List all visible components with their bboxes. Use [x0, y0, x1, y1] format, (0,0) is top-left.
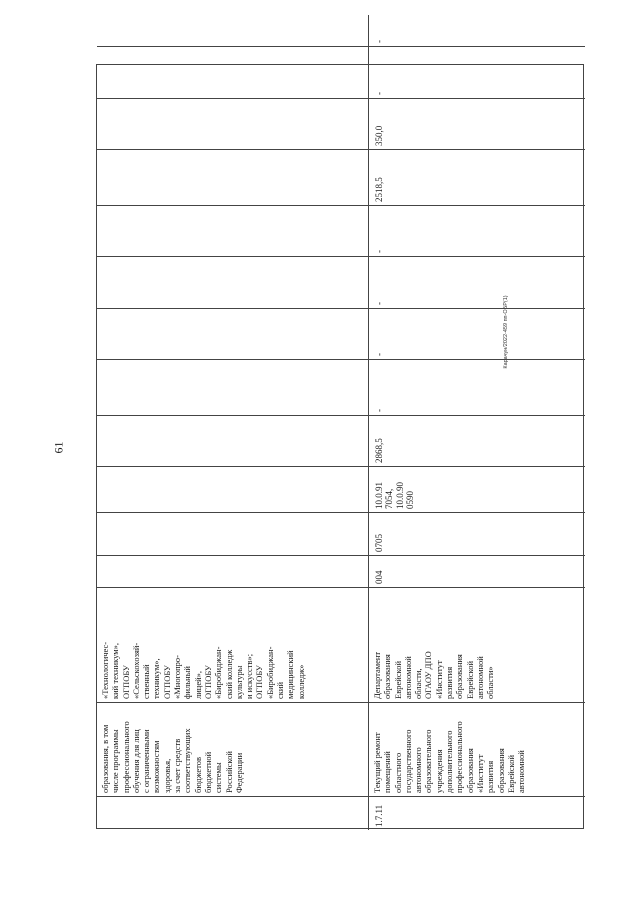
cell-text-line: Текущий ремонт: [372, 732, 382, 793]
row1-value-3: [97, 308, 369, 359]
cell-text-line: с ограниченными: [141, 729, 152, 793]
cell-text-line: «Институт: [433, 660, 444, 699]
cell-text-line: медицинский: [285, 650, 296, 699]
row2-rzpr: 0705: [369, 512, 585, 555]
row1-rzpr: [97, 512, 369, 555]
cell-text-line: образования: [464, 748, 475, 793]
row2-value-6: 2518,5: [369, 149, 585, 205]
row2-name: [369, 702, 585, 796]
cell-text-line: дополнительного: [444, 730, 455, 793]
cell-text-line: фильный: [182, 666, 193, 699]
cell-text-line: лицей»,: [192, 670, 203, 699]
cell-text-line: 7054,: [384, 488, 395, 509]
cell-text-line: Российской: [223, 751, 234, 793]
row2-value-3: -: [369, 308, 585, 359]
cell-text-line: Еврейской: [392, 660, 403, 699]
cell-text-line: образовательного: [423, 729, 434, 793]
cell-text-line: числе программы: [110, 729, 121, 793]
row1-name: [97, 702, 369, 796]
cell-text-line: ОГПОБУ: [120, 665, 131, 699]
cell-text-line: ОГПОБУ: [161, 665, 172, 699]
row2-code: 1.7.11: [369, 796, 585, 830]
cell-text-line: «Многопро-: [172, 654, 183, 699]
row1-value-7: [97, 98, 369, 149]
cell-text-line: здоровья,: [161, 758, 172, 793]
cell-text-line: «Биробиджан-: [213, 646, 224, 699]
cell-text-line: учреждения: [433, 749, 444, 793]
row1-executor: [97, 587, 369, 702]
cell-text-line: за счет средств: [172, 738, 183, 793]
row1-code: [97, 796, 369, 830]
row1-value-2: [97, 359, 369, 415]
row1-value-4: [97, 256, 369, 308]
row2-value-8: -: [369, 46, 585, 98]
cell-text-line: колледж»: [295, 664, 306, 699]
cell-text-line: возможностям: [151, 740, 162, 793]
cell-text-line: 10.0.90: [394, 482, 405, 509]
budget-table: [96, 40, 584, 829]
cell-text-line: системы: [213, 762, 224, 793]
cell-text-line: Федерации: [233, 752, 244, 793]
cell-text-line: техникум»,: [151, 658, 162, 699]
row2-value-4: -: [369, 256, 585, 308]
cell-text-line: профессионального: [454, 721, 465, 793]
cell-text-line: 10.0.91: [374, 482, 384, 509]
cell-text-line: «Институт: [474, 754, 485, 793]
page-number: 61: [51, 441, 66, 454]
cell-text-line: 0590: [404, 491, 415, 509]
cell-text-line: образования: [495, 748, 506, 793]
cell-text-line: ственный: [141, 664, 152, 699]
cell-text-line: области,: [413, 668, 424, 699]
cell-text-line: культуры: [233, 665, 244, 699]
cell-text-line: областного: [392, 752, 403, 793]
row1-csr: [97, 466, 369, 512]
cell-text-line: ский: [275, 682, 286, 699]
cell-text-line: Еврейской: [464, 660, 475, 699]
cell-text-line: развития: [485, 760, 496, 793]
side-stamp: Карачун/2022-459 пп-ОБР(1): [503, 295, 509, 369]
row2-value-2: -: [369, 359, 585, 415]
cell-text-line: «Сельскохозяй-: [130, 642, 141, 699]
cell-text-line: помещений: [382, 751, 393, 793]
row2-value-5: -: [369, 205, 585, 256]
row2-executor: [369, 587, 585, 702]
cell-text-line: автономной: [474, 656, 485, 699]
cell-text-line: развития: [444, 666, 455, 699]
row1-value-6: [97, 149, 369, 205]
cell-text-line: государственного: [402, 729, 413, 793]
row2-grbs: 004: [369, 555, 585, 587]
cell-text-line: ОГПОБУ: [254, 665, 265, 699]
cell-text-line: ский колледж: [223, 649, 234, 699]
row2-value-9: -: [374, 40, 384, 43]
cell-text-line: и искусств»;: [244, 653, 255, 699]
budget-table-grid: [97, 40, 585, 830]
row1-value-1: [97, 415, 369, 466]
cell-text-line: автономного: [413, 747, 424, 793]
row2-value-1: 2868,5: [369, 415, 585, 466]
row2-csr: [369, 466, 585, 512]
cell-text-line: Еврейской: [505, 754, 516, 793]
cell-text-line: соответствующих: [182, 728, 193, 793]
cell-text-line: автономной: [402, 656, 413, 699]
cell-text-line: бюджетов: [192, 757, 203, 793]
cell-text-line: обучения для лиц: [130, 729, 141, 793]
cell-text-line: профессионального: [120, 721, 131, 793]
cell-text-line: образования, в том: [100, 724, 110, 793]
cell-text-line: бюджетной: [202, 751, 213, 793]
row2-value-7: 350,0: [369, 98, 585, 149]
cell-text-line: области»: [485, 666, 496, 699]
cell-text-line: образования: [382, 654, 393, 699]
cell-text-line: Департамент: [372, 651, 382, 699]
cell-text-line: ОГАОУ ДПО: [423, 651, 434, 699]
cell-text-line: кий техникум»,: [110, 643, 121, 699]
cell-text-line: «Технологичес-: [100, 641, 110, 699]
cell-text-line: «Биробиджан-: [264, 646, 275, 699]
row1-value-9: [97, 15, 369, 46]
cell-text-line: ОГПОБУ: [202, 665, 213, 699]
row1-value-8: [97, 46, 369, 98]
row1-value-5: [97, 205, 369, 256]
cell-text-line: образования: [454, 654, 465, 699]
row1-grbs: [97, 555, 369, 587]
cell-text-line: автономной: [516, 750, 527, 793]
